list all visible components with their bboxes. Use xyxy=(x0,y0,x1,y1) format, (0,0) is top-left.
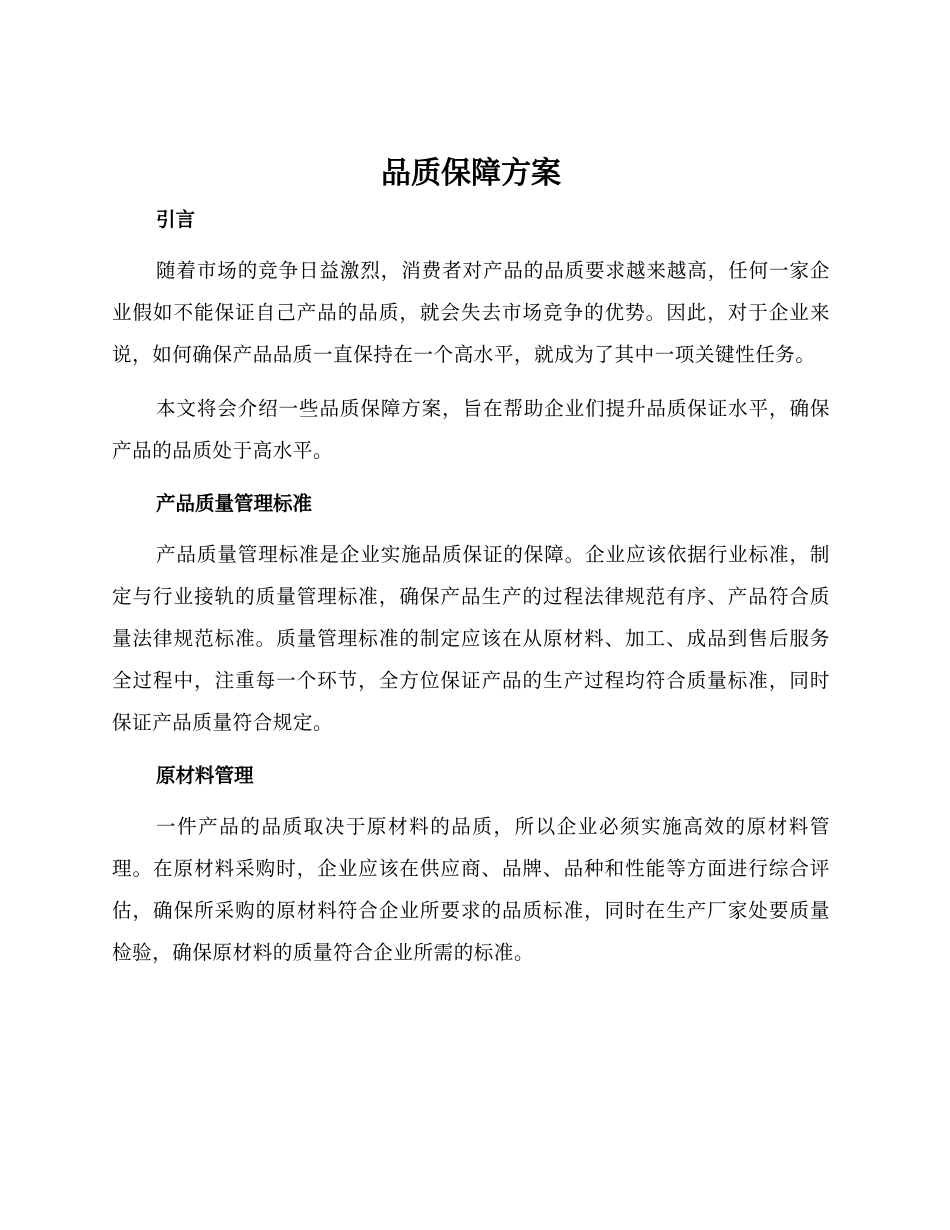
paragraph: 产品质量管理标准是企业实施品质保证的保障。企业应该依据行业标准，制定与行业接轨的质量管理标准，确保产品生产的过程法律规范有序、产品符合质量法律规范标准。质量管理标准的制定应该在从原材料、加工、成品到售后服务全过程中，注重每一个环节，全方位保证产品的生产过程均符合质量标准，同时保证产品质量符合规定。 xyxy=(112,543,830,734)
document-title: 品质保障方案 xyxy=(381,156,561,191)
paragraph: 随着市场的竞争日益激烈，消费者对产品的品质要求越来越高，任何一家企业假如不能保证自己产品的品质，就会失去市场竞争的优势。因此，对于企业来说，如何确保产品品质一直保持在一个高水平，就成为了其中一项关键性任务。 xyxy=(112,259,830,366)
document-page xyxy=(112,150,830,986)
section-quality-standards xyxy=(112,484,830,744)
section-introduction xyxy=(112,200,830,472)
paragraph: 一件产品的品质取决于原材料的品质，所以企业必须实施高效的原材料管理。在原材料采购时，企业应该在供应商、品牌、品种和性能等方面进行综合评估，确保所采购的原材料符合企业所要求的品质标准，同时在生产厂家处要质量检验，确保原材料的质量符合企业所需的标准。 xyxy=(112,815,830,964)
section-raw-materials xyxy=(112,756,830,974)
section-heading: 引言 xyxy=(156,208,196,231)
section-heading: 产品质量管理标准 xyxy=(156,492,313,515)
section-heading: 原材料管理 xyxy=(156,764,254,787)
paragraph: 本文将会介绍一些品质保障方案，旨在帮助企业们提升品质保证水平，确保产品的品质处于高水平。 xyxy=(112,397,830,462)
